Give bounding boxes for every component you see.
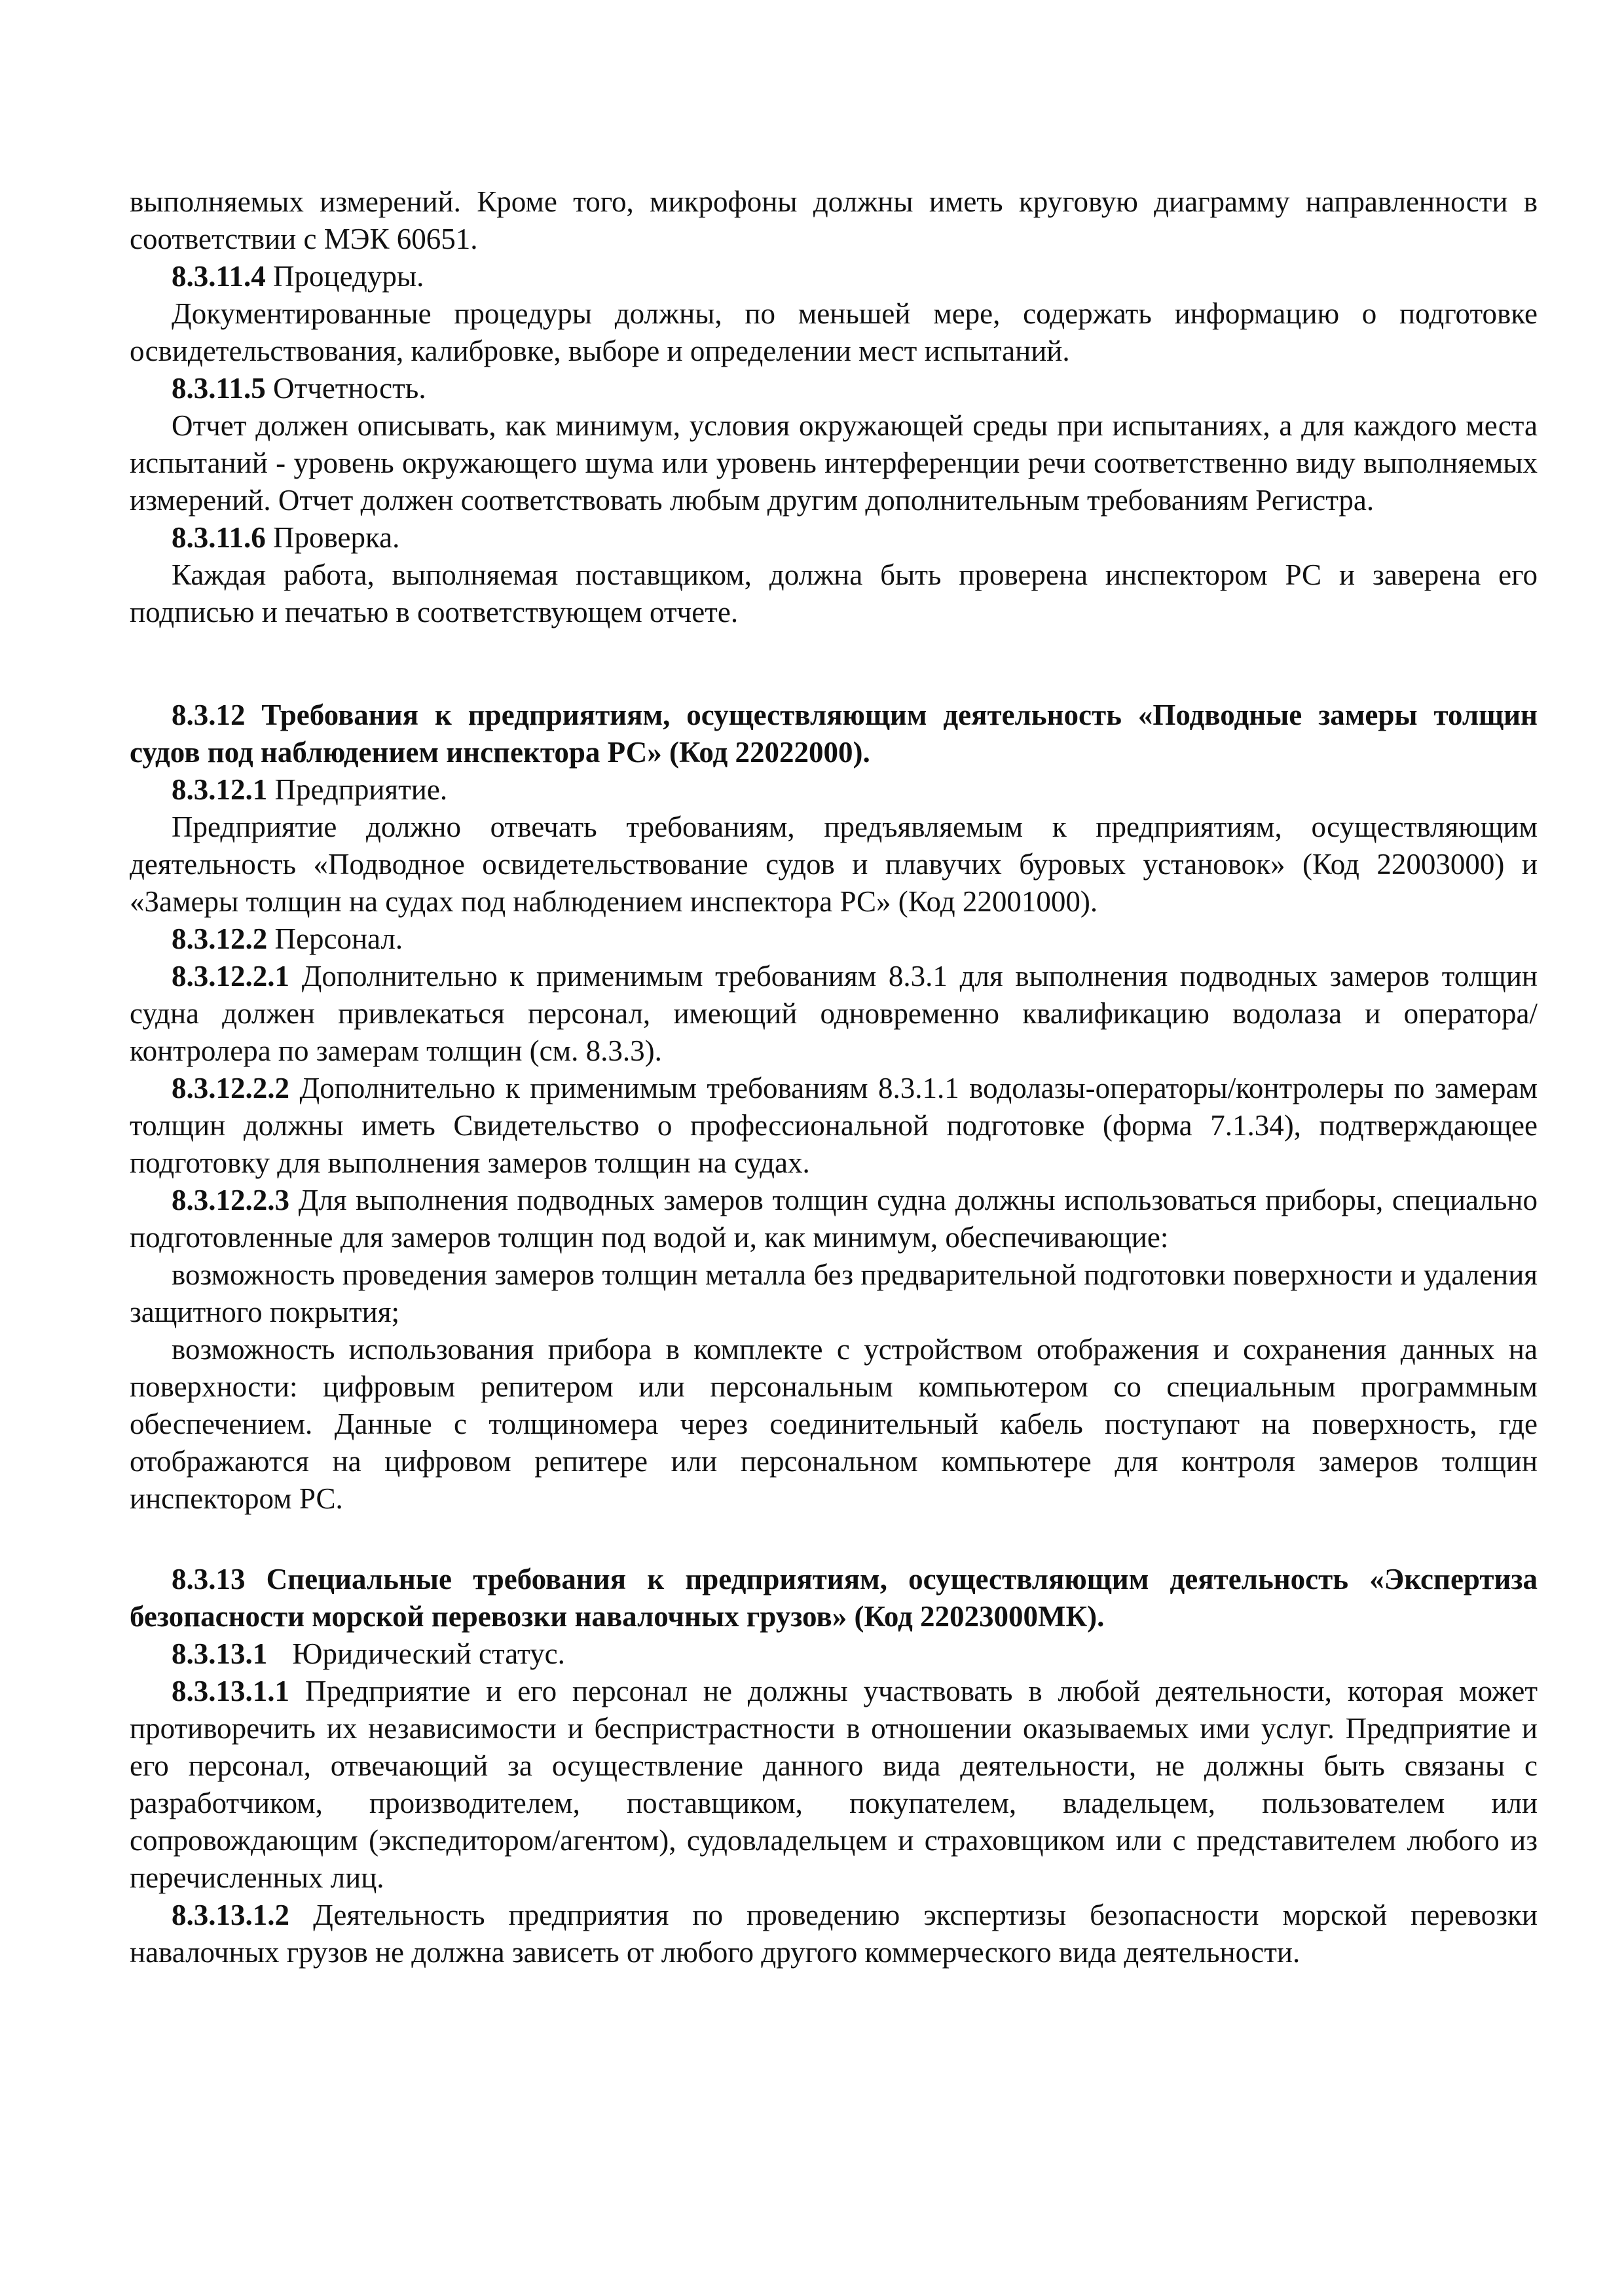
paragraph-text: Деятельность предприятия по проведению экспертизы безопасности морской перевозки навалочных грузов не должна зависеть от любого другого коммерческого вида деятельности. [130, 1899, 1538, 1969]
document-page [130, 183, 1538, 1971]
paragraph-text: Предприятие должно отвечать требованиям, предъявляемым к предприятиям, осуществляющим деятельность «Подводное освидетельствование судов и плавучих буровых установок» (Код 22003000) и «Замеры толщин на судах под наблюдением инспектора РС» (Код 22001000). [130, 811, 1538, 918]
paragraph-text: Персонал. [267, 922, 403, 955]
clause-number: 8.3.12.2.1 [172, 960, 289, 993]
paragraph-text: Отчетность. [265, 372, 426, 405]
paragraph [130, 1673, 1538, 1897]
clause-number: 8.3.11.6 [172, 521, 266, 554]
paragraph [130, 183, 1538, 258]
paragraph [130, 1635, 1538, 1673]
paragraph-text: Предприятие и его персонал не должны участвовать в любой деятельности, которая может противоречить их независимости и беспристрастности в отношении оказываемых ими услуг. Предприятие и его персонал, отвечающий за осуществление данного вида деятельности, не должны быть связаны с разработчиком, производителем, поставщиком, покупателем, владельцем, пользователем или сопровождающим (экспедитором/агентом), судовладельцем и страховщиком или с представителем любого из перечисленных лиц. [130, 1675, 1538, 1894]
clause-number: 8.3.12.2.3 [172, 1184, 289, 1216]
paragraph [130, 556, 1538, 631]
paragraph-text: Каждая работа, выполняемая поставщиком, должна быть проверена инспектором РС и заверена его подписью и печатью в соответствующем отчете. [130, 558, 1538, 629]
clause-number: 8.3.13.1.2 [172, 1899, 289, 1931]
paragraph-text: Процедуры. [265, 260, 424, 293]
paragraph-text: возможность проведения замеров толщин металла без предварительной подготовки поверхности и удаления защитного покрытия; [130, 1258, 1538, 1328]
paragraph [130, 958, 1538, 1070]
paragraph [130, 407, 1538, 519]
list-item [130, 1331, 1538, 1518]
paragraph-text: Юридический статус. [292, 1637, 565, 1670]
paragraph-text: Проверка. [265, 521, 400, 554]
section-heading: 8.3.13 Специальные требования к предприятиям, осуществляющим деятельность «Экспертиза безопасности морской перевозки навалочных грузов» (Код 22023000МК). [130, 1563, 1538, 1633]
paragraph [130, 771, 1538, 809]
paragraph [130, 1182, 1538, 1256]
list-item [130, 1256, 1538, 1331]
paragraph-text: Дополнительно к применимым требованиям 8.3.1.1 водолазы-операторы/контролеры по замерам толщин должны иметь Свидетельство о профессиональной подготовке (форма 7.1.34), подтверждающее подготовку для выполнения замеров толщин на судах. [130, 1072, 1538, 1179]
paragraph [130, 1897, 1538, 1971]
clause-number: 8.3.12.2.2 [172, 1072, 289, 1104]
paragraph [130, 519, 1538, 556]
paragraph-text: Документированные процедуры должны, по меньшей мере, содержать информацию о подготовке освидетельствования, калибровке, выборе и определении мест испытаний. [130, 297, 1538, 367]
clause-number: 8.3.12.1 [172, 773, 268, 806]
paragraph-text: выполняемых измерений. Кроме того, микрофоны должны иметь круговую диаграмму направленности в соответствии с МЭК 60651. [130, 185, 1538, 255]
paragraph-text: возможность использования прибора в комплекте с устройством отображения и сохранения данных на поверхности: цифровым репитером или персональным компьютером со специальным программным обеспечением. Данные с толщиномера через соединительный кабель поступают на поверхность, где отображаются на цифровом репитере или персональном компьютере для контроля замеров толщин инспектором РС. [130, 1333, 1538, 1515]
section-heading: 8.3.12 Требования к предприятиям, осуществляющим деятельность «Подводные замеры толщин судов под наблюдением инспектора РС» (Код 22022000). [130, 699, 1538, 769]
clause-number: 8.3.12.2 [172, 922, 268, 955]
section-8-3-11-continuation [130, 183, 1538, 631]
clause-number: 8.3.13.1 [172, 1637, 268, 1670]
paragraph-text: Дополнительно к применимым требованиям 8.3.1 для выполнения подводных замеров толщин судна должен привлекаться персонал, имеющий одновременно квалификацию водолаза и оператора/контролера по замерам толщин (см. 8.3.3). [130, 960, 1538, 1067]
section-8-3-12 [130, 697, 1538, 1518]
paragraph [130, 1070, 1538, 1182]
clause-number: 8.3.13.1.1 [172, 1675, 289, 1707]
clause-number: 8.3.11.5 [172, 372, 266, 405]
paragraph-text: Предприятие. [267, 773, 448, 806]
paragraph [130, 370, 1538, 407]
clause-number: 8.3.11.4 [172, 260, 266, 293]
paragraph [130, 920, 1538, 958]
paragraph-text: Отчет должен описывать, как минимум, условия окружающей среды при испытаниях, а для каждого места испытаний - уровень окружающего шума или уровень интерференции речи соответственно виду выполняемых измерений. Отчет должен соответствовать любым другим дополнительным требованиям Регистра. [130, 409, 1538, 517]
paragraph-text: Для выполнения подводных замеров толщин судна должны использоваться приборы, специально подготовленные для замеров толщин под водой и, как минимум, обеспечивающие: [130, 1184, 1538, 1254]
paragraph [130, 809, 1538, 920]
paragraph [130, 295, 1538, 370]
section-8-3-13 [130, 1561, 1538, 1971]
paragraph [130, 258, 1538, 295]
